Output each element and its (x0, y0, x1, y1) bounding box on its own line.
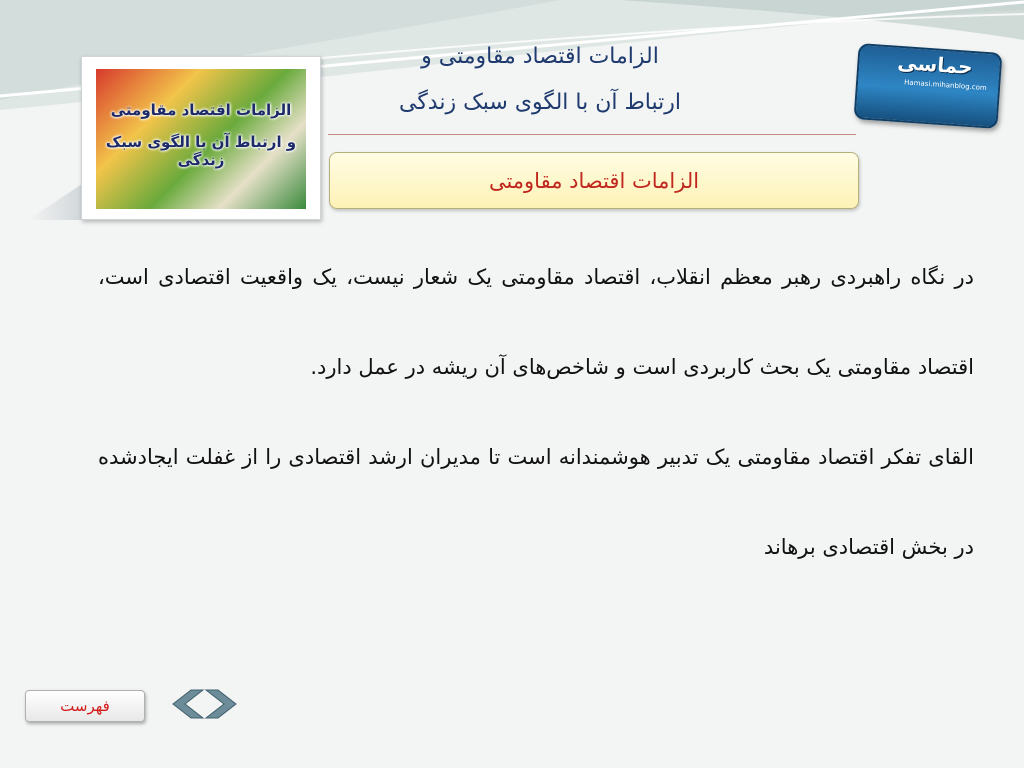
thumbnail-text-2: و ارتباط آن با الگوی سبک زندگی (105, 133, 297, 169)
logo-url: Hamasi.mihanblog.com (903, 78, 987, 93)
section-heading: الزامات اقتصاد مقاومتی (488, 168, 700, 193)
page-title-line-2: ارتباط آن با الگوی سبک زندگی (398, 90, 682, 115)
paragraph-1: در نگاه راهبردی رهبر معظم انقلاب، اقتصاد مقاومتی یک شعار نیست، یک واقعیت اقتصادی است، اقتصاد مقاومتی یک بحث کاربردی است و شاخص‌های آن ریشه در عمل دارد. (98, 265, 974, 379)
logo-tagline (867, 90, 990, 112)
frame-shadow (28, 180, 88, 220)
logo-title: حماسی (896, 49, 974, 80)
page-title-line-1: الزامات اقتصاد مقاومتی و (421, 44, 659, 69)
chevron-right-icon[interactable] (204, 686, 242, 722)
chevron-left-icon[interactable] (167, 686, 205, 722)
thumbnail-image (96, 69, 306, 209)
menu-button[interactable]: فهرست (25, 690, 145, 722)
title-divider (328, 134, 856, 135)
thumbnail-text-1: الزامات اقتصاد مقاومتی (110, 101, 292, 119)
section-heading-box (329, 152, 859, 209)
paragraph-2: القای تفکر اقتصاد مقاومتی یک تدبیر هوشمندانه است تا مدیران ارشد اقتصادی را از غفلت ایجادشده در بخش اقتصادی برهاند (98, 445, 974, 559)
content-body (98, 232, 974, 592)
thumbnail-frame (81, 56, 321, 220)
blog-logo (854, 43, 1003, 129)
